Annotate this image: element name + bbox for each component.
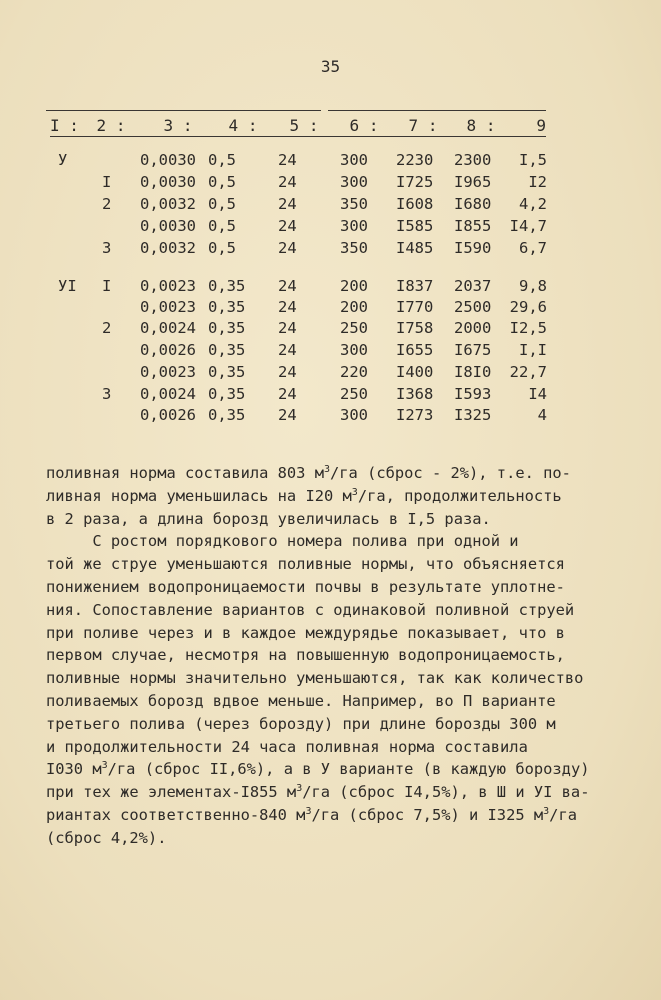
page-number: 35 [320,57,341,76]
text-line: риантах соответственно-840 $м^3/га$ (сброс 7,5%) и I325 $м^3/га$ [46,805,577,824]
table-cell-col7: I770 [396,298,434,316]
text-line: в 2 раза, а длина борозд увеличилась в I,5 раза. [46,509,491,528]
table-cell-col9: 22,7 [509,363,547,381]
table-cell-col9: I,I [519,341,547,359]
table-cell-col6: 300 [340,173,368,191]
table-cell-col5: 24 [278,173,297,191]
table-cell-sub: 3 [102,385,112,403]
table-cell-sub: 2 [102,195,112,213]
table-cell-col7: I368 [396,385,434,403]
table-cell-col9: 29,6 [509,298,547,316]
table-cell-col7: I400 [396,363,434,381]
table-cell-col7: 2230 [396,151,434,169]
table-header-cell: 9 [510,116,546,137]
table-cell-col8: 2300 [454,151,492,169]
table-cell-sub: 2 [102,319,112,337]
table-cell-sub: 3 [102,239,112,257]
table-cell-group: У [58,151,68,169]
text-line: С ростом порядкового номера полива при одной и [46,532,519,551]
table-cell-col9: I2,5 [509,319,547,337]
table-header-cell: 6 : [334,116,394,137]
table-cell-col3: 0,0024 [140,385,196,403]
table-header-cell: 2 : [78,116,144,137]
table-cell-col8: I8I0 [454,363,492,381]
table-cell-col4: 0,5 [208,173,236,191]
table-cell-col7: I585 [396,217,434,235]
table-cell-col3: 0,0026 [140,406,196,424]
text-line: ливная норма уменьшилась на I20 $м^3/га$, продолжительность [46,486,562,505]
table-cell-col4: 0,35 [208,319,246,337]
table-cell-col8: I965 [454,173,492,191]
table-top-rule-right [328,110,546,111]
table-cell-sub: I [102,173,112,191]
table-cell-col5: 24 [278,385,297,403]
table-cell-col4: 0,5 [208,239,236,257]
table-cell-col6: 300 [340,341,368,359]
table-cell-col7: I485 [396,239,434,257]
table-cell-col5: 24 [278,195,297,213]
table-cell-col6: 250 [340,385,368,403]
table-cell-col7: I655 [396,341,434,359]
table-cell-col6: 300 [340,406,368,424]
table-cell-col6: 350 [340,195,368,213]
table-cell-col8: I675 [454,341,492,359]
table-cell-col9: I4,7 [509,217,547,235]
table-cell-col3: 0,0030 [140,217,196,235]
table-cell-col4: 0,5 [208,195,236,213]
table-cell-col9: 9,8 [519,277,547,295]
table-header-cell: 5 : [274,116,334,137]
table-cell-col3: 0,0023 [140,277,196,295]
table-cell-col9: 4 [537,406,547,424]
table-cell-col4: 0,35 [208,298,246,316]
table-cell-col4: 0,35 [208,385,246,403]
table-cell-col7: I608 [396,195,434,213]
table-cell-col6: 200 [340,298,368,316]
table-cell-col7: I273 [396,406,434,424]
table-cell-sub: I [102,277,112,295]
table-cell-col8: 2000 [454,319,492,337]
text-line: (сброс 4,2%). [46,828,167,847]
table-cell-col7: I758 [396,319,434,337]
table-cell-col5: 24 [278,363,297,381]
text-line: первом случае, несмотря на повышенную водопроницаемость, [46,646,565,665]
table-cell-col3: 0,0023 [140,298,196,316]
text-line: ния. Сопоставление вариантов с одинаковой поливной струей [46,600,575,619]
table-cell-col4: 0,35 [208,363,246,381]
table-cell-col8: 2500 [454,298,492,316]
table-cell-col3: 0,0030 [140,173,196,191]
text-line: третьего полива (через борозду) при длине борозды 300 м [46,714,556,733]
table-cell-col9: 4,2 [519,195,547,213]
table-cell-col6: 300 [340,217,368,235]
table-cell-col3: 0,0023 [140,363,196,381]
table-cell-col8: 2037 [454,277,492,295]
text-line: I030 $м^3/га$ (сброс II,6%), а в У варианте (в каждую борозду) [46,760,590,779]
body-text [46,462,626,850]
text-line: поливные нормы значительно уменьшаются, так как количество [46,669,584,688]
table-cell-col8: I593 [454,385,492,403]
table-cell-col5: 24 [278,319,297,337]
table-cell-col5: 24 [278,217,297,235]
table-cell-group: УI [58,277,77,295]
table-cell-col4: 0,35 [208,277,246,295]
table-cell-col3: 0,0024 [140,319,196,337]
table-cell-col6: 350 [340,239,368,257]
table-cell-col8: I855 [454,217,492,235]
table-header-row [40,116,560,138]
table-cell-col6: 200 [340,277,368,295]
table-header-cell: I : [50,116,79,135]
table-cell-col5: 24 [278,151,297,169]
table-cell-col5: 24 [278,406,297,424]
table-cell-col9: I2 [528,173,547,191]
text-line: поливаемых борозд вдвое меньше. Например, во П варианте [46,691,556,710]
text-line: при тех же элементах-I855 $м^3/га$ (сброс I4,5%), в Ш и УI ва- [46,783,590,802]
table-header-cell: 7 : [394,116,452,137]
table-cell-col9: I,5 [519,151,547,169]
table-cell-col6: 220 [340,363,368,381]
table-cell-col5: 24 [278,239,297,257]
table-top-rule-left [46,110,321,111]
table-cell-col6: 250 [340,319,368,337]
table-cell-col8: I325 [454,406,492,424]
table-cell-col4: 0,5 [208,217,236,235]
table-header-cell: 4 : [212,116,274,137]
table-cell-col9: I4 [528,385,547,403]
table-header-cell: 8 : [452,116,510,137]
table-cell-col4: 0,35 [208,406,246,424]
text-line: понижением водопроницаемости почвы в результате уплотне- [46,577,565,596]
table-cell-col3: 0,0026 [140,341,196,359]
text-line: и продолжительности 24 часа поливная норма составила [46,737,528,756]
table-cell-col5: 24 [278,341,297,359]
text-line: поливная норма составила 803 $м^3/га$ (сброс - 2%), т.е. по- [46,464,571,482]
table-cell-col3: 0,0030 [140,151,196,169]
table-cell-col9: 6,7 [519,239,547,257]
table-cell-col7: I837 [396,277,434,295]
table-cell-col4: 0,35 [208,341,246,359]
table-header-cell: 3 : [144,116,212,137]
text-line: той же струе уменьшаются поливные нормы, что объясняется [46,555,565,574]
table-cell-col6: 300 [340,151,368,169]
table-cell-col5: 24 [278,298,297,316]
table-cell-col3: 0,0032 [140,239,196,257]
table-cell-col7: I725 [396,173,434,191]
table-cell-col8: I680 [454,195,492,213]
table-cell-col8: I590 [454,239,492,257]
table-cell-col5: 24 [278,277,297,295]
table-cell-col3: 0,0032 [140,195,196,213]
table-cell-col4: 0,5 [208,151,236,169]
text-line: при поливе через и в каждое междурядье показывает, что в [46,623,565,642]
